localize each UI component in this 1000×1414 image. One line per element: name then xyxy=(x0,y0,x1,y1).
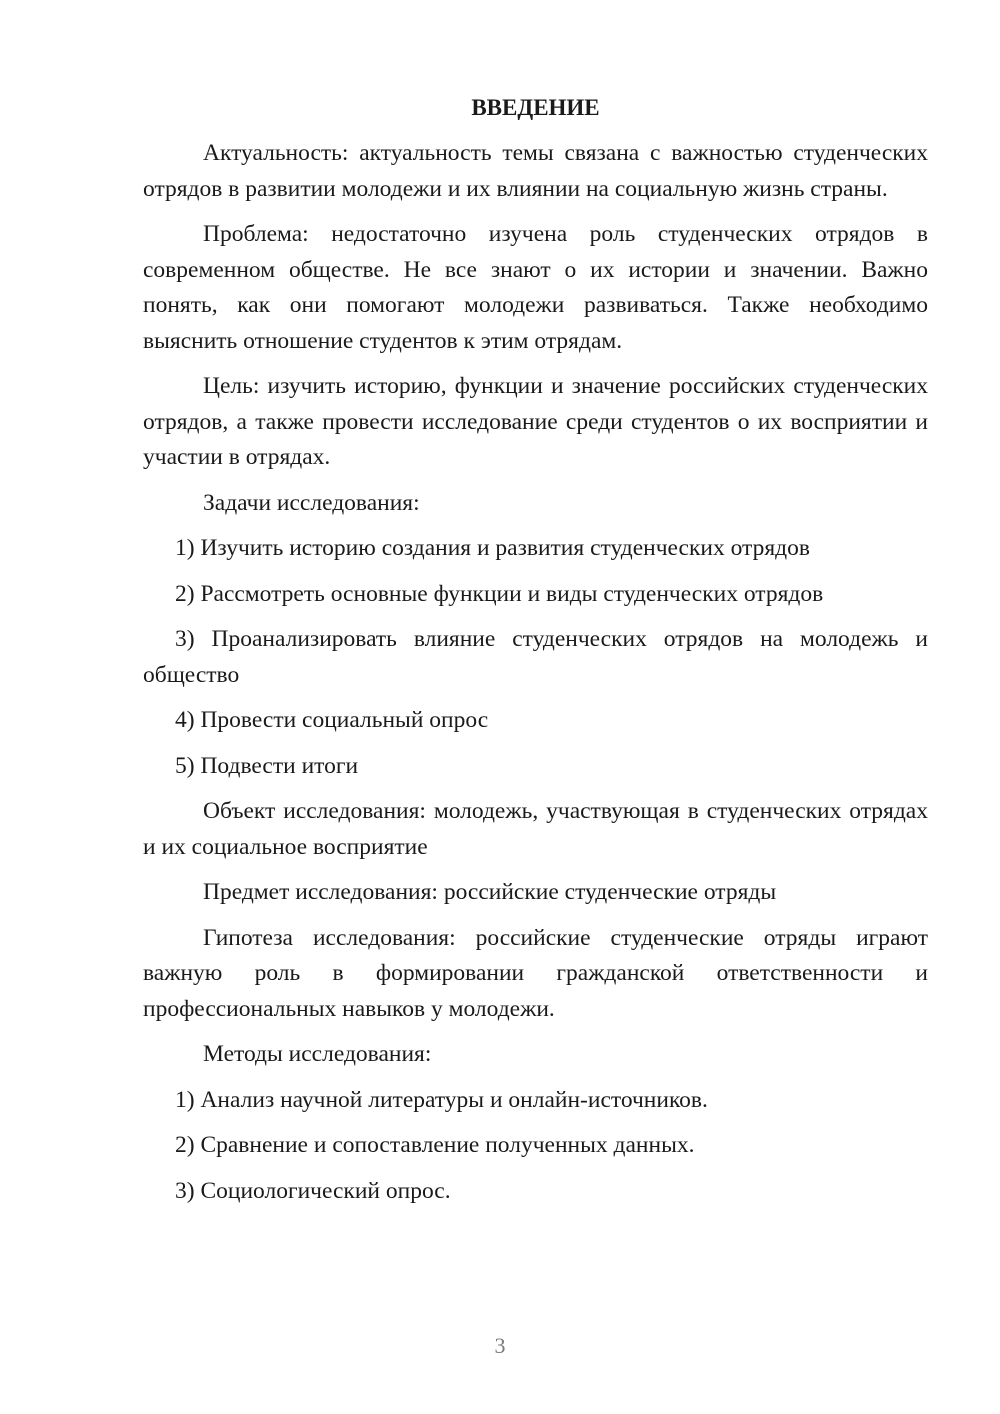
page-title: ВВЕДЕНИЕ xyxy=(471,95,600,120)
task-item: 3) Проанализировать влияние студенческих отрядов на молодежь и общество xyxy=(143,626,928,688)
task-item: 4) Провести социальный опрос xyxy=(175,707,489,733)
tasks-heading: Задачи исследования: xyxy=(203,489,420,516)
method-item: 1) Анализ научной литературы и онлайн-источников. xyxy=(175,1086,708,1113)
task-item: 1) Изучить историю создания и развития студенческих отрядов xyxy=(175,535,810,561)
method-item: 3) Социологический опрос. xyxy=(175,1177,451,1204)
task-item: 2) Рассмотреть основные функции и виды студенческих отрядов xyxy=(175,580,824,607)
method-item: 2) Сравнение и сопоставление полученных данных. xyxy=(175,1132,695,1158)
object-paragraph: Объект исследования: молодежь, участвующая в студенческих отрядах и их социальное восприятие xyxy=(143,798,928,860)
task-item: 5) Подвести итоги xyxy=(175,752,359,779)
hypothesis-paragraph: Гипотеза исследования: российские студенческие отряды играют важную роль в формировании гражданской ответственности и профессиональных навыков у молодежи. xyxy=(143,924,928,1022)
relevance-paragraph: Актуальность: актуальность темы связана с важностью студенческих отрядов в развитии молодежи и их влиянии на социальную жизнь страны. xyxy=(143,140,928,202)
page-number: 3 xyxy=(494,1333,506,1358)
goal-paragraph: Цель: изучить историю, функции и значение российских студенческих отрядов, а также провести исследование среди студентов о их восприятии и участии в отрядах. xyxy=(143,373,928,470)
problem-paragraph: Проблема: недостаточно изучена роль студенческих отрядов в современном обществе. Не все знают о их истории и значении. Важно понять, как они помогают молодежи развиваться. Также необходимо выяснить отношение студентов к этим отрядам. xyxy=(143,221,928,354)
page-content xyxy=(143,90,928,1219)
methods-heading: Методы исследования: xyxy=(203,1041,432,1067)
subject-paragraph: Предмет исследования: российские студенческие отряды xyxy=(203,879,777,905)
